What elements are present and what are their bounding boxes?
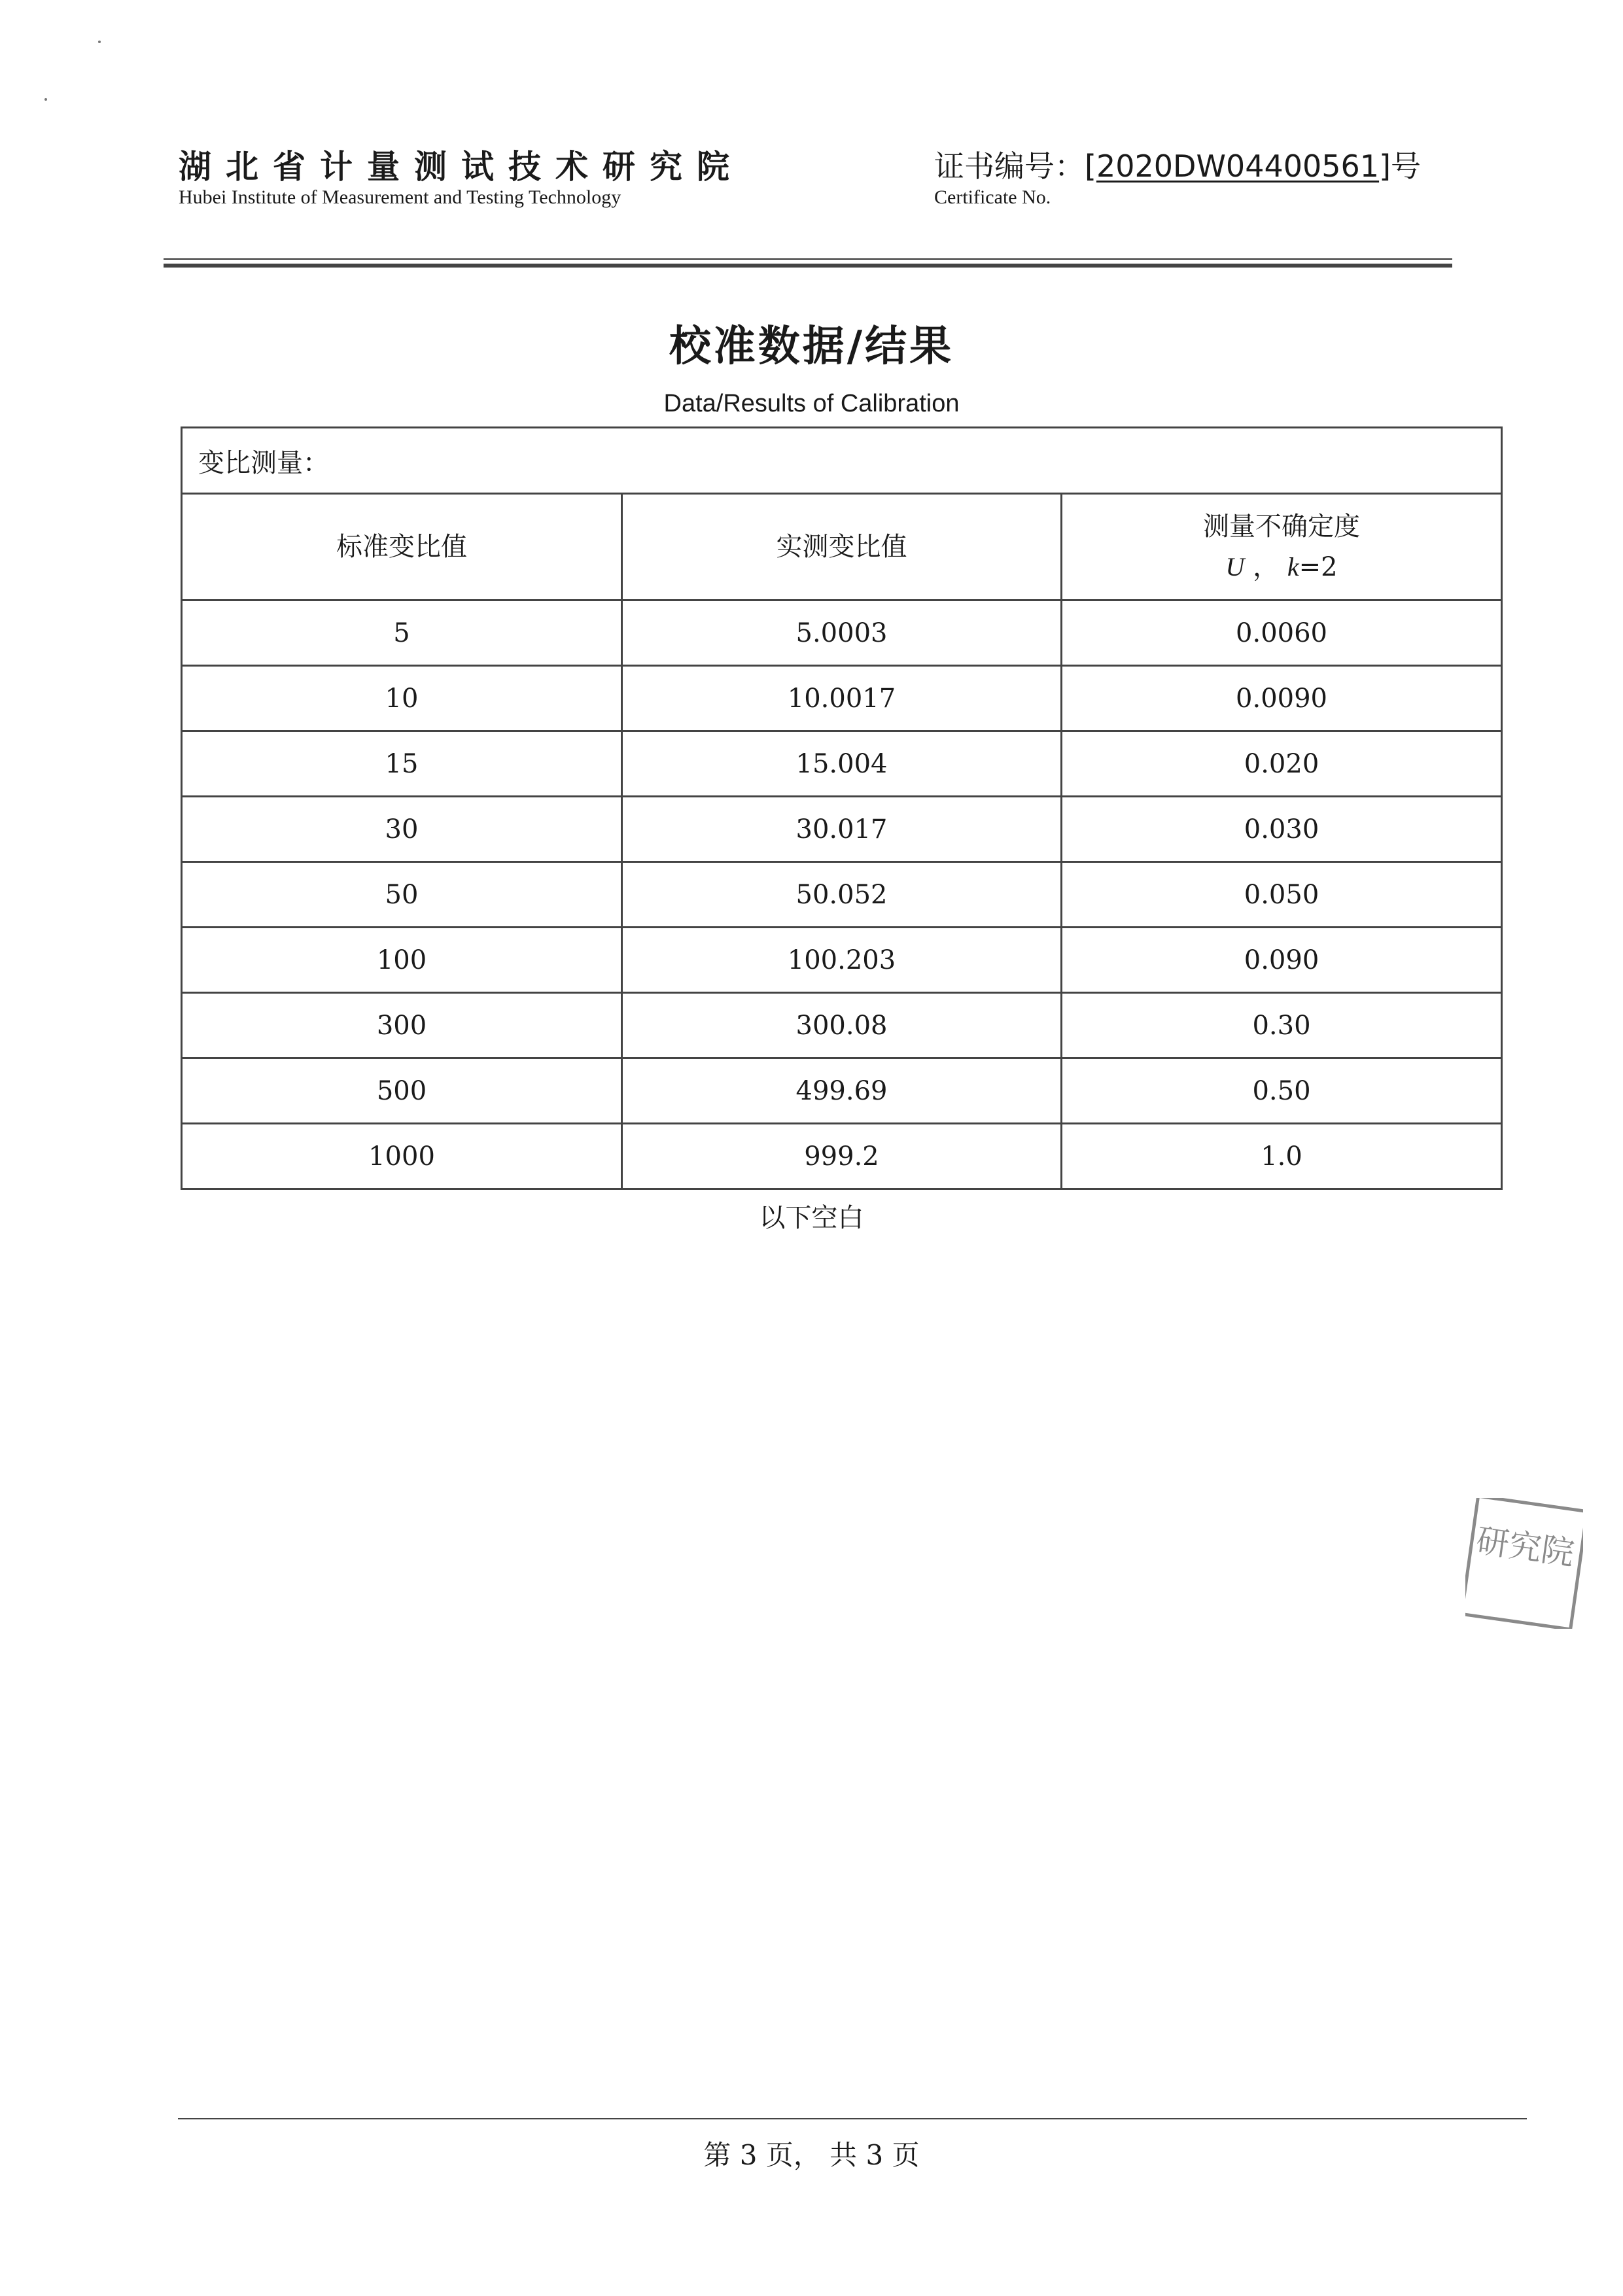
standard-ratio-cell: 50 xyxy=(182,862,622,928)
uncertainty-cell: 1.0 xyxy=(1062,1124,1502,1189)
header-uncertainty-title: 测量不确定度 xyxy=(1203,512,1361,542)
organization-name-en: Hubei Institute of Measurement and Testing Technology xyxy=(179,186,621,208)
uncertainty-cell: 0.30 xyxy=(1062,993,1502,1058)
table-row xyxy=(182,928,1502,993)
header-measured-ratio: 实测变比值 xyxy=(622,494,1062,600)
certificate-bracket-close: ]号 xyxy=(1379,148,1422,184)
footer-divider xyxy=(178,2118,1527,2119)
uncertainty-cell: 0.50 xyxy=(1062,1058,1502,1124)
calibration-table xyxy=(181,426,1503,1190)
scan-speck xyxy=(98,41,101,43)
table-row xyxy=(182,993,1502,1058)
uncertainty-cell: 0.030 xyxy=(1062,797,1502,862)
scan-speck xyxy=(44,98,47,101)
uncertainty-cell: 0.050 xyxy=(1062,862,1502,928)
header-standard-ratio: 标准变比值 xyxy=(182,494,622,600)
table-row xyxy=(182,1058,1502,1124)
certificate-number-label xyxy=(934,143,1421,186)
seal-text: 研究院 xyxy=(1474,1521,1577,1573)
standard-ratio-cell: 300 xyxy=(182,993,622,1058)
measured-ratio-cell: 5.0003 xyxy=(622,600,1062,666)
uncertainty-symbol: U xyxy=(1225,552,1245,582)
table-row xyxy=(182,1124,1502,1189)
seal-stamp-fragment xyxy=(1465,1498,1583,1629)
standard-ratio-cell: 30 xyxy=(182,797,622,862)
measured-ratio-cell: 300.08 xyxy=(622,993,1062,1058)
coverage-factor-value: =2 xyxy=(1299,552,1338,582)
standard-ratio-cell: 100 xyxy=(182,928,622,993)
certificate-label-cn: 证书编号： xyxy=(934,148,1085,184)
table-row xyxy=(182,797,1502,862)
standard-ratio-cell: 5 xyxy=(182,600,622,666)
table-row xyxy=(182,666,1502,731)
measured-ratio-cell: 499.69 xyxy=(622,1058,1062,1124)
header-divider-thin xyxy=(164,258,1452,260)
header-uncertainty xyxy=(1062,494,1502,600)
measured-ratio-cell: 15.004 xyxy=(622,731,1062,797)
uncertainty-cell: 0.0060 xyxy=(1062,600,1502,666)
table-header-row xyxy=(182,494,1502,600)
page-title-cn: 校准数据/结果 xyxy=(669,322,954,371)
measured-ratio-cell: 100.203 xyxy=(622,928,1062,993)
measured-ratio-cell: 999.2 xyxy=(622,1124,1062,1189)
blank-below-notice: 以下空白 xyxy=(759,1203,864,1233)
table-row xyxy=(182,600,1502,666)
standard-ratio-cell: 1000 xyxy=(182,1124,622,1189)
measured-ratio-cell: 50.052 xyxy=(622,862,1062,928)
uncertainty-cell: 0.0090 xyxy=(1062,666,1502,731)
table-row xyxy=(182,731,1502,797)
section-label: 变比测量： xyxy=(182,428,1502,494)
standard-ratio-cell: 10 xyxy=(182,666,622,731)
coverage-factor-symbol: k xyxy=(1287,552,1299,582)
header-divider-thick xyxy=(164,264,1452,268)
measured-ratio-cell: 30.017 xyxy=(622,797,1062,862)
page-title-en: Data/Results of Calibration xyxy=(663,390,960,417)
organization-name-cn: 湖北省计量测试技术研究院 xyxy=(179,148,744,186)
standard-ratio-cell: 15 xyxy=(182,731,622,797)
certificate-label-en: Certificate No. xyxy=(934,186,1051,208)
measured-ratio-cell: 10.0017 xyxy=(622,666,1062,731)
page-number: 第 3 页， 共 3 页 xyxy=(703,2139,920,2171)
standard-ratio-cell: 500 xyxy=(182,1058,622,1124)
header-uncertainty-params xyxy=(1062,547,1501,587)
uncertainty-cell: 0.090 xyxy=(1062,928,1502,993)
table-section-row xyxy=(182,428,1502,494)
certificate-number: 2020DW04400561 xyxy=(1096,148,1380,184)
uncertainty-separator: ， xyxy=(1244,552,1287,582)
certificate-bracket-open: [ xyxy=(1085,148,1096,184)
table-row xyxy=(182,862,1502,928)
uncertainty-cell: 0.020 xyxy=(1062,731,1502,797)
